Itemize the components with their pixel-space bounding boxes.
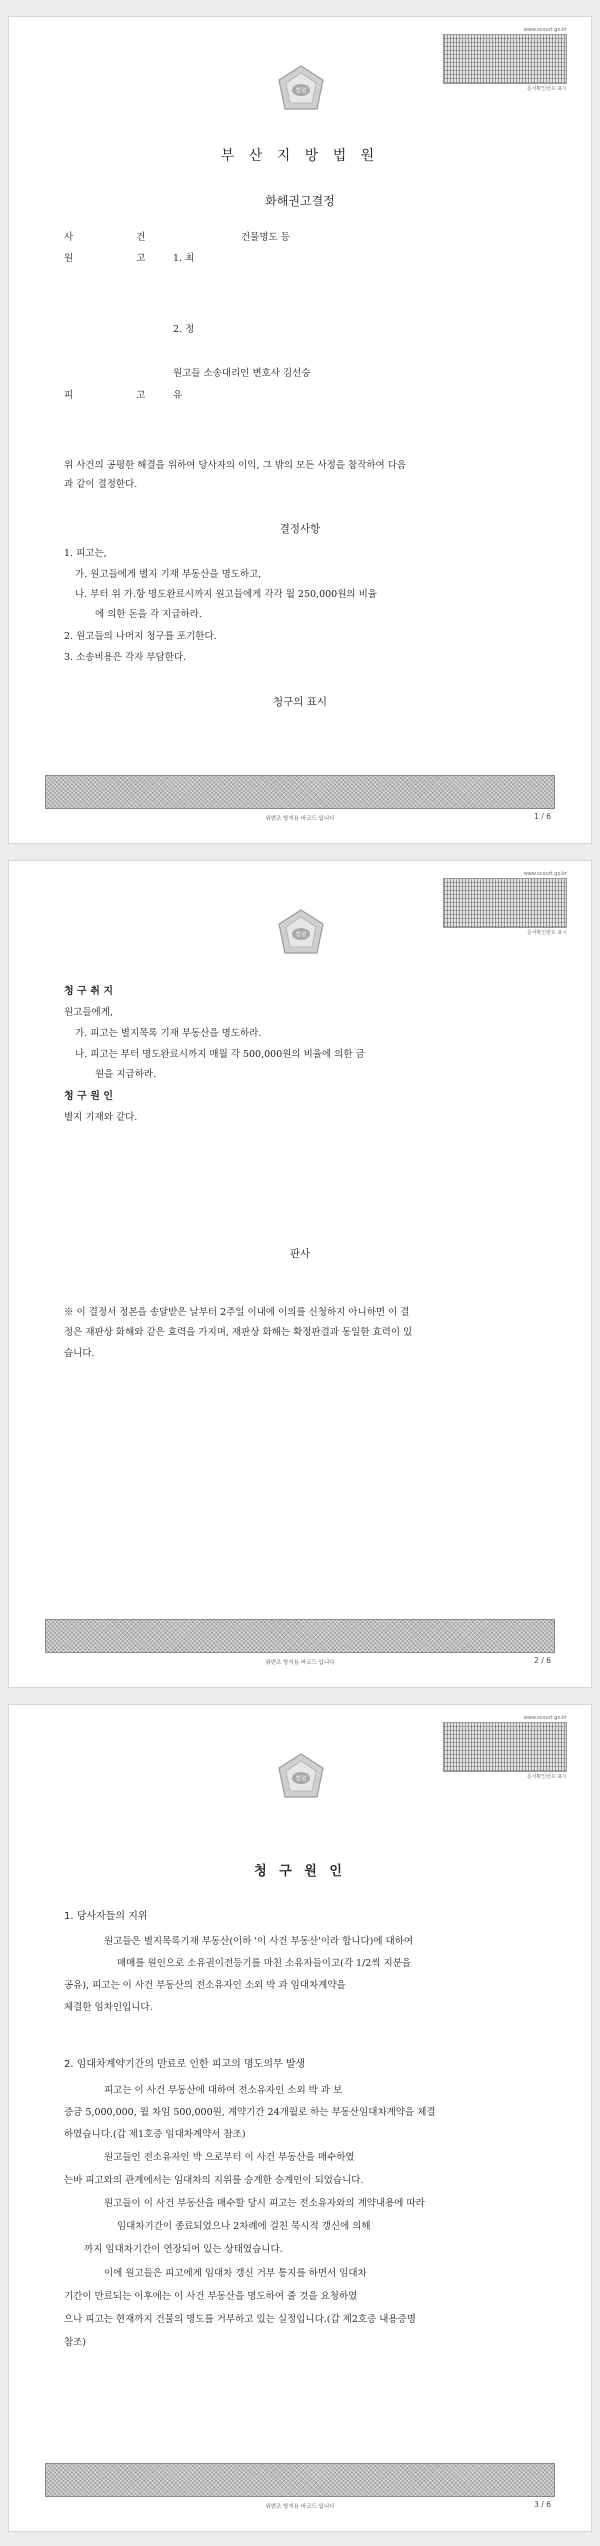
verification-barcode <box>443 1722 567 1772</box>
notice-line-2: 정은 재판상 화해와 같은 효력을 가지며, 재판상 화해는 확정판결과 동일한 효력이 있 <box>64 1327 413 1338</box>
document-page-2 <box>8 860 592 1688</box>
claim-purpose-item-a: 가. 피고는 별지목록 기재 부동산을 명도하라. <box>75 1028 262 1039</box>
anti-forgery-barcode <box>45 775 555 809</box>
section-1-heading: 1. 당사자들의 지위 <box>64 1911 148 1922</box>
s2-line-6: 원고들이 이 사건 부동산을 매수할 당시 피고는 전소유자와의 계약내용에 따라 <box>104 2198 425 2209</box>
section-2-heading: 2. 임대차계약기간의 만료로 인한 피고의 명도의무 발생 <box>64 2059 306 2070</box>
claim-purpose-line: 원고들에게, <box>64 1007 113 1018</box>
svg-text:법원: 법원 <box>295 87 307 95</box>
qr-url: www.scourt.go.kr <box>523 27 567 33</box>
s2-line-5: 는바 피고와의 관계에서는 임대차의 지위를 승계한 승계인이 되었습니다. <box>64 2175 364 2186</box>
intro-line-2: 과 같이 결정한다. <box>64 479 138 490</box>
decision-item-1: 1. 피고는, <box>64 548 107 559</box>
verification-code-box <box>443 27 567 91</box>
page-number: 3 / 6 <box>534 2500 551 2509</box>
plaintiff-label: 원 고 <box>64 253 176 264</box>
counsel: 원고들 소송대리인 변호사 김선숭 <box>173 368 311 379</box>
document-page-3 <box>8 1704 592 2532</box>
footer-note: 위변조 방지용 바코드 입니다 <box>265 1660 335 1666</box>
claim-cause-text: 별지 기재와 같다. <box>64 1112 138 1123</box>
document-page-1 <box>8 16 592 844</box>
case-label: 사 건 <box>64 232 176 243</box>
verification-barcode <box>443 34 567 84</box>
court-emblem-icon <box>275 1751 327 1803</box>
plaintiff-2: 2. 정 <box>173 324 195 335</box>
page-number: 1 / 6 <box>534 812 551 821</box>
verification-code-box <box>443 1715 567 1779</box>
claim-cause-title: 청 구 원 인 <box>254 1864 346 1879</box>
s2-line-9: 이에 원고들은 피고에게 임대차 갱신 거부 통지를 하면서 임대차 <box>104 2268 367 2279</box>
case-value: 건물명도 등 <box>241 232 290 243</box>
s2-line-2: 증금 5,000,000, 월 차임 500,000원, 계약기간 24개월로 하는 부동산임대차계약을 체결 <box>64 2107 436 2118</box>
s2-line-4: 원고들인 전소유자인 박 으로부터 이 사건 부동산을 매수하였 <box>104 2152 355 2163</box>
defendant-label: 피 고 <box>64 390 176 401</box>
s2-line-1: 피고는 이 사건 부동산에 대하여 전소유자인 소외 박 과 보 <box>104 2085 343 2096</box>
decision-item-1b-cont: 에 의한 돈을 각 지급하라. <box>95 609 202 620</box>
s2-line-12: 참조) <box>64 2337 87 2348</box>
s1-line-1: 원고들은 별지목록기재 부동산(이하 '이 사건 부동산'이라 합니다)에 대하여 <box>104 1936 414 1947</box>
qr-caption: 문서확인번호 표시 <box>526 1774 567 1780</box>
court-emblem-icon <box>275 907 327 959</box>
s2-line-7: 임대차기간이 종료되었으나 2차례에 걸친 묵시적 갱신에 의해 <box>117 2221 371 2232</box>
decision-item-1b: 나. 부터 위 가.항 명도완료시까지 원고들에게 각각 월 250,000원의 비율 <box>75 589 377 600</box>
verification-code-box <box>443 871 567 935</box>
decision-heading: 결정사항 <box>279 523 321 535</box>
intro-line-1: 위 사건의 공평한 해결을 위하여 당사자의 이익, 그 밖의 모든 사정을 참작하여 다음 <box>64 460 407 471</box>
anti-forgery-barcode <box>45 1619 555 1653</box>
claim-heading: 청구의 표시 <box>272 696 328 708</box>
s2-line-10: 기간이 만료되는 이후에는 이 사건 부동산을 명도하여 줄 것을 요청하였 <box>64 2291 358 2302</box>
page-number: 2 / 6 <box>534 1656 551 1665</box>
qr-url: www.scourt.go.kr <box>523 871 567 877</box>
court-emblem-icon <box>275 63 327 115</box>
s2-line-11: 으나 피고는 현재까지 건물의 명도를 거부하고 있는 실정입니다.(갑 제2호증 내용증명 <box>64 2314 416 2325</box>
claim-purpose-item-b-cont: 원을 지급하라. <box>95 1069 157 1080</box>
svg-text:법원: 법원 <box>295 1775 307 1783</box>
qr-caption: 문서확인번호 표시 <box>526 930 567 936</box>
claim-purpose-item-b: 나. 피고는 부터 명도완료시까지 매월 각 500,000원의 비율에 의한 금 <box>75 1049 365 1060</box>
court-name: 부 산 지 방 법 원 <box>220 148 380 164</box>
footer-note: 위변조 방지용 바코드 입니다 <box>265 816 335 822</box>
footer-note: 위변조 방지용 바코드 입니다 <box>265 2504 335 2510</box>
claim-purpose-heading: 청 구 취 지 <box>64 986 114 997</box>
judge-label: 판사 <box>289 1248 311 1260</box>
qr-caption: 문서확인번호 표시 <box>526 86 567 92</box>
claim-cause-heading: 청 구 원 인 <box>64 1091 114 1102</box>
defendant-value: 유 <box>173 390 183 401</box>
decision-item-1a: 가. 원고들에게 별지 기재 부동산을 명도하고, <box>75 569 262 580</box>
plaintiff-1: 1. 최 <box>173 253 195 264</box>
s1-line-2: 매매를 원인으로 소유권이전등기를 마친 소유자들이고(각 1/2씩 지분을 <box>117 1958 412 1969</box>
anti-forgery-barcode <box>45 2463 555 2497</box>
decision-item-3: 3. 소송비용은 각자 부담한다. <box>64 652 187 663</box>
document-title: 화해권고결정 <box>265 194 335 208</box>
qr-url: www.scourt.go.kr <box>523 1715 567 1721</box>
s2-line-3: 하였습니다.(갑 제1호증 임대차계약서 참조) <box>64 2129 246 2140</box>
svg-text:법원: 법원 <box>295 931 307 939</box>
notice-line-1: ※ 이 결정서 정본을 송달받은 날부터 2주일 이내에 이의를 신청하지 아니하면 이 결 <box>64 1307 410 1318</box>
s1-line-4: 체결한 임차인입니다. <box>64 2002 153 2013</box>
notice-line-3: 습니다. <box>64 1348 95 1359</box>
verification-barcode <box>443 878 567 928</box>
decision-item-2: 2. 원고들의 나머지 청구를 포기한다. <box>64 631 217 642</box>
s1-line-3: 공유), 피고는 이 사건 부동산의 전소유자인 소외 박 과 임대차계약을 <box>64 1980 346 1991</box>
s2-line-8: 까지 임대차기간이 연장되어 있는 상태였습니다. <box>84 2244 283 2255</box>
